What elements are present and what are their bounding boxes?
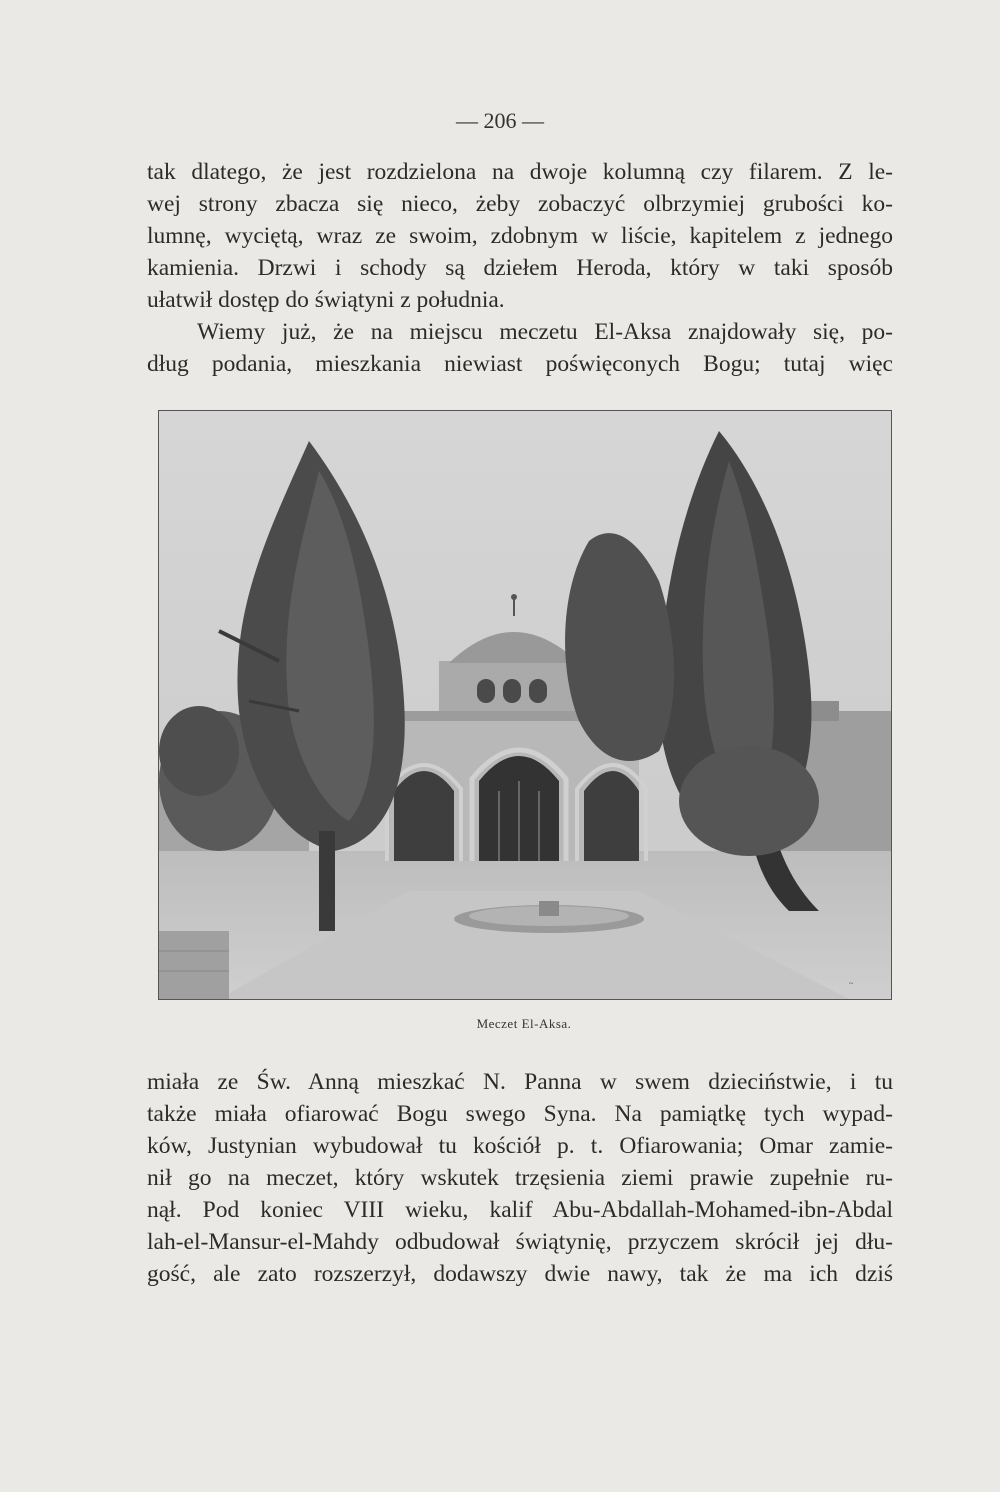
text-line: Wiemy już, że na miejscu meczetu El-Aksa znajdowały się, po- (197, 319, 893, 345)
text-line: lumnę, wyciętą, wraz ze swoim, zdobnym w liście, kapitelem z jednego (147, 223, 893, 249)
text-line: nął. Pod koniec VIII wieku, kalif Abu-Abdallah-Mohamed-ibn-Abdal (147, 1197, 893, 1223)
mosque-illustration (159, 411, 891, 999)
figure-caption: Meczet El-Aksa. (476, 1016, 572, 1031)
text-line: wej strony zbacza się nieco, żeby zobaczyć olbrzymiej grubości ko- (147, 191, 893, 217)
text-line: kamienia. Drzwi i schody są dziełem Heroda, który w taki sposób (147, 255, 893, 281)
text-line: dług podania, mieszkania niewiast poświęconych Bogu; tutaj więc (147, 351, 893, 377)
page-number: — 206 — (456, 108, 544, 133)
text-line: nił go na meczet, który wskutek trzęsienia ziemi prawie zupełnie ru- (147, 1165, 893, 1191)
text-line: ułatwił dostęp do świątyni z południa. (147, 287, 505, 313)
text-line: gość, ale zato rozszerzył, dodawszy dwie nawy, tak że ma ich dziś (147, 1261, 893, 1287)
text-line: także miała ofiarować Bogu swego Syna. Na pamiątkę tych wypad- (147, 1101, 893, 1127)
engraver-signature: ~ (849, 979, 854, 988)
text-line: ków, Justynian wybudował tu kościół p. t. Ofiarowania; Omar zamie- (147, 1133, 893, 1159)
text-line: miała ze Św. Anną mieszkać N. Panna w swem dzieciństwie, i tu (147, 1069, 893, 1095)
bottom-paragraph (147, 1066, 893, 1290)
text-line: lah-el-Mansur-el-Mahdy odbudował świątynię, przyczem skrócił jej dłu- (147, 1229, 893, 1255)
text-line: tak dlatego, że jest rozdzielona na dwoje kolumną czy filarem. Z le- (147, 159, 893, 185)
top-paragraph (147, 156, 893, 380)
mosque-photograph (158, 410, 892, 1000)
